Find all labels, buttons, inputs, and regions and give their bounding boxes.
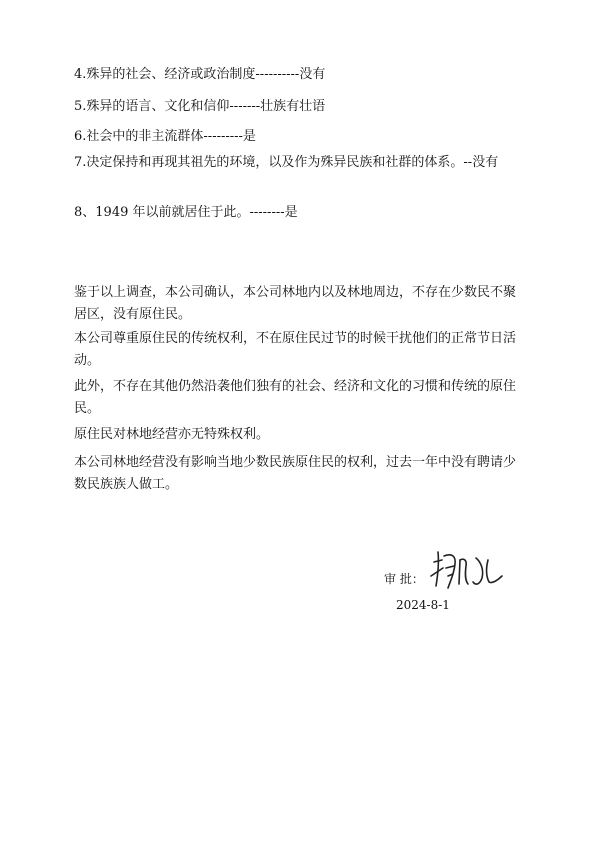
paragraph-conclusion: 鉴于以上调查，本公司确认，本公司林地内以及林地周边，不存在少数民不聚居区，没有原住民。 <box>74 285 517 322</box>
paragraph-respect-rights: 本公司尊重原住民的传统权利，不在原住民过节的时候干扰他们的正常节日活动。 <box>74 331 517 368</box>
paragraph-no-special-rights: 原住民对林地经营亦无特殊权利。 <box>74 427 270 442</box>
approval-label: 审 批： <box>384 572 424 586</box>
item-4: 4.殊异的社会、经济或政治制度----------没有 <box>74 67 326 82</box>
paragraph-no-impact: 本公司林地经营没有影响当地少数民族原住民的权利，过去一年中没有聘请少数民族族人做工。 <box>74 455 517 492</box>
item-7: 7.决定保持和再现其祖先的环境，以及作为殊异民族和社群的体系。--没有 <box>74 155 499 170</box>
handwritten-signature <box>428 548 512 594</box>
paragraph-no-other: 此外，不存在其他仍然沿袭他们独有的社会、经济和文化的习惯和传统的原住民。 <box>74 379 517 416</box>
item-8: 8、1949 年以前就居住于此。--------是 <box>74 205 298 220</box>
item-5: 5.殊异的语言、文化和信仰-------壮族有壮语 <box>74 99 326 114</box>
item-6: 6.社会中的非主流群体---------是 <box>74 129 256 144</box>
approval-date: 2024-8-1 <box>396 598 450 612</box>
